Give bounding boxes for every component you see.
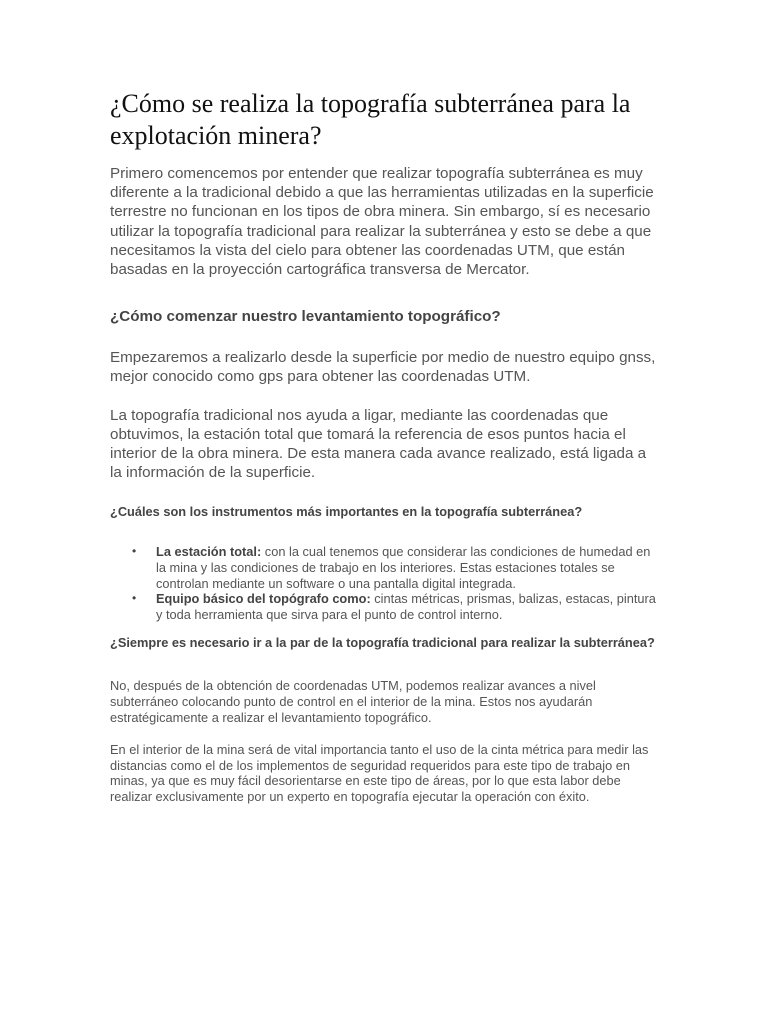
list-item-term: La estación total: [156,543,262,559]
bullet-icon: • [132,543,137,558]
section1-paragraph-2: La topografía tradicional nos ayuda a ligar, mediante las coordenadas que obtuvimos, la estación total que tomará la referencia de esos puntos hacia el interior de la obra minera. De esta manera cada avance realizado, está ligada a la información de la superficie. [110,406,647,482]
intro-paragraph: Primero comencemos por entender que realizar topografía subterránea es muy diferente a la tradicional debido a que las herramientas utilizadas en la superficie terrestre no funcionan en los tipos de obra minera. Sin embargo, sí es necesario utilizar la topografía tradicional para realizar la subterránea y esto se debe a que necesitamos la vista del cielo para obtener las coordenadas UTM, que están basadas en la proyección cartográfica transversa de Mercator. [110,165,654,279]
section2-heading: ¿Cuáles son los instrumentos más importantes en la topografía subterránea? [110,504,583,520]
section3-paragraph-2: En el interior de la mina será de vital importancia tanto el uso de la cinta métrica para medir las distancias como el de los implementos de seguridad requeridos para este tipo de trabajo en minas, ya que es muy fácil desorientarse en este tipo de áreas, por lo que esta labor debe realizar exclusivamente por un experto en topografía ejecutar la operación con éxito. [110,741,649,805]
list-item-text: con la cual tenemos que considerar las condiciones de humedad en la mina y las condiciones de trabajo en los interiores. Estas estaciones totales se controlan mediante un software o una pantalla digital integrada. [156,543,651,591]
section1-paragraph-1: Empezaremos a realizarlo desde la superficie por medio de nuestro equipo gnss, mejor conocido como gps para obtener las coordenadas UTM. [110,349,656,386]
bullet-icon: • [132,591,137,606]
section3-heading: ¿Siempre es necesario ir a la par de la topografía tradicional para realizar la subterránea? [110,634,655,650]
section1-heading: ¿Cómo comenzar nuestro levantamiento topográfico? [110,308,501,326]
list-item [132,543,658,591]
page-title: ¿Cómo se realiza la topografía subterránea para la explotación minera? [110,89,631,150]
section3-paragraph-1: No, después de la obtención de coordenadas UTM, podemos realizar avances a nivel subterráneo colocando punto de control en el interior de la mina. Estos nos ayudarán estratégicamente a realizar el levantamiento topográfico. [110,678,596,726]
list-item [132,591,658,623]
document-page [110,88,658,805]
list-item-term: Equipo básico del topógrafo como: [156,591,371,607]
instruments-list [110,544,658,623]
list-item-text: cintas métricas, prismas, balizas, estacas, pintura y toda herramienta que sirva para el punto de control interno. [156,591,656,623]
